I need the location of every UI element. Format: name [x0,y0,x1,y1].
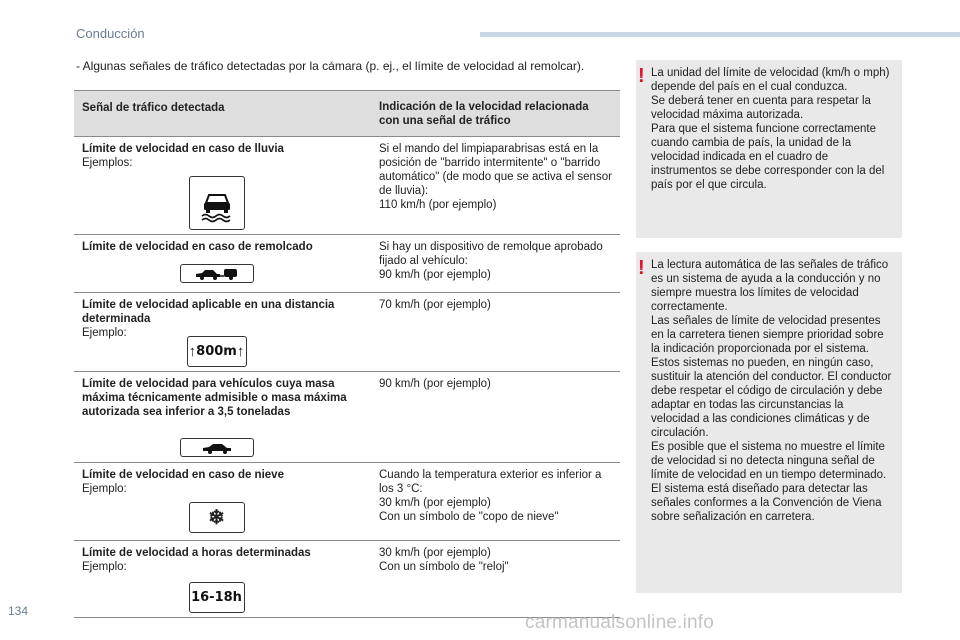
row-sub: Ejemplo: [82,483,127,495]
row-title: Límite de velocidad en caso de nieve [82,469,284,481]
traffic-sign-table [74,90,620,618]
note-text: La lectura automática de las señales de tráfico es un sistema de ayuda a la conducción y no siempre muestra los límites de velocidad correctamente. Las señales de límite de velocidad presentes en la carretera tienen siempre prioridad sobre la indicación proporcionada por el sistema. Estos sistemas no pueden, en ningún caso, sustituir la atención del conductor. El conductor debe respetar el código de circulación y debe adaptar en todas las circunstancias la velocidad a las condiciones climáticas y de circulación. Es posible que el sistema no muestre el límite de velocidad si no detecta ninguna señal de límite de velocidad en un tiempo determinado. El sistema está diseñado para detectar las señales conformes a la Convención de Viena sobre señalización en carretera. [651,259,892,523]
table-row [74,541,620,618]
rain-car-icon [189,176,245,230]
row-indication: 30 km/h (por ejemplo) Con un símbolo de "reloj" [371,541,620,618]
row-sub: Ejemplo: [82,327,127,339]
time-range-icon [189,582,245,613]
note-box-reading [636,252,902,593]
distance-icon: ↑ 800m ↑ [187,336,247,367]
row-indication: 90 km/h (por ejemplo) [371,372,620,463]
header-bar [480,32,960,37]
warning-icon: ! [638,257,645,279]
table-header-indication: Indicación de la velocidad relacionada con una señal de tráfico [371,91,620,137]
row-title: Límite de velocidad aplicable en una distancia determinada [82,299,335,325]
row-indication: Cuando la temperatura exterior es inferior a los 3 °C: 30 km/h (por ejemplo) Con un símbolo de "copo de nieve" [371,463,620,541]
intro-text: - Algunas señales de tráfico detectadas por la cámara (p. ej., el límite de velocidad al remolcar). [76,59,585,73]
time-sign-text: 16-18h [191,589,242,605]
note-text: La unidad del límite de velocidad (km/h o mph) depende del país en el cual conduzca. Se deberá tener en cuenta para respetar la velocidad máxima autorizada. Para que el sistema funcione correctamente cuando cambia de país, la unidad de la velocidad indicada en el cuadro de instrumentos se debe corresponder con la del país por el que circula. [651,67,890,191]
table-row [74,293,620,372]
table-row [74,463,620,541]
watermark: carmanualsonline.info [525,612,715,633]
table-row [74,137,620,235]
note-box-units [636,60,902,238]
row-indication: Si hay un dispositivo de remolque aprobado fijado al vehículo: 90 km/h (por ejemplo) [371,235,620,293]
row-title: Límite de velocidad en caso de remolcado [82,241,313,253]
row-sub: Ejemplo: [82,561,127,573]
row-title: Límite de velocidad para vehículos cuya masa máxima técnicamente admisible o masa máxima autorizada sea inferior a 3,5 toneladas [82,378,347,418]
table-row [74,372,620,463]
car-trailer-icon [180,264,254,283]
snowflake-icon: ❄ [189,502,245,533]
row-indication: Si el mando del limpiaparabrisas está en la posición de "barrido intermitente" o "barrido automático" (de modo que se activa el sensor de lluvia): 110 km/h (por ejemplo) [371,137,620,235]
row-title: Límite de velocidad en caso de lluvia [82,143,284,155]
car-icon [180,438,254,457]
section-header: Conducción [76,26,145,41]
row-indication: 70 km/h (por ejemplo) [371,293,620,372]
distance-sign-text: 800m [196,343,237,359]
table-header-row [74,91,620,137]
row-sub: Ejemplos: [82,157,133,169]
warning-icon: ! [638,65,645,87]
row-title: Límite de velocidad a horas determinadas [82,547,311,559]
table-header-sign: Señal de tráfico detectada [74,91,371,137]
table-row [74,235,620,293]
page-number: 134 [8,604,29,618]
